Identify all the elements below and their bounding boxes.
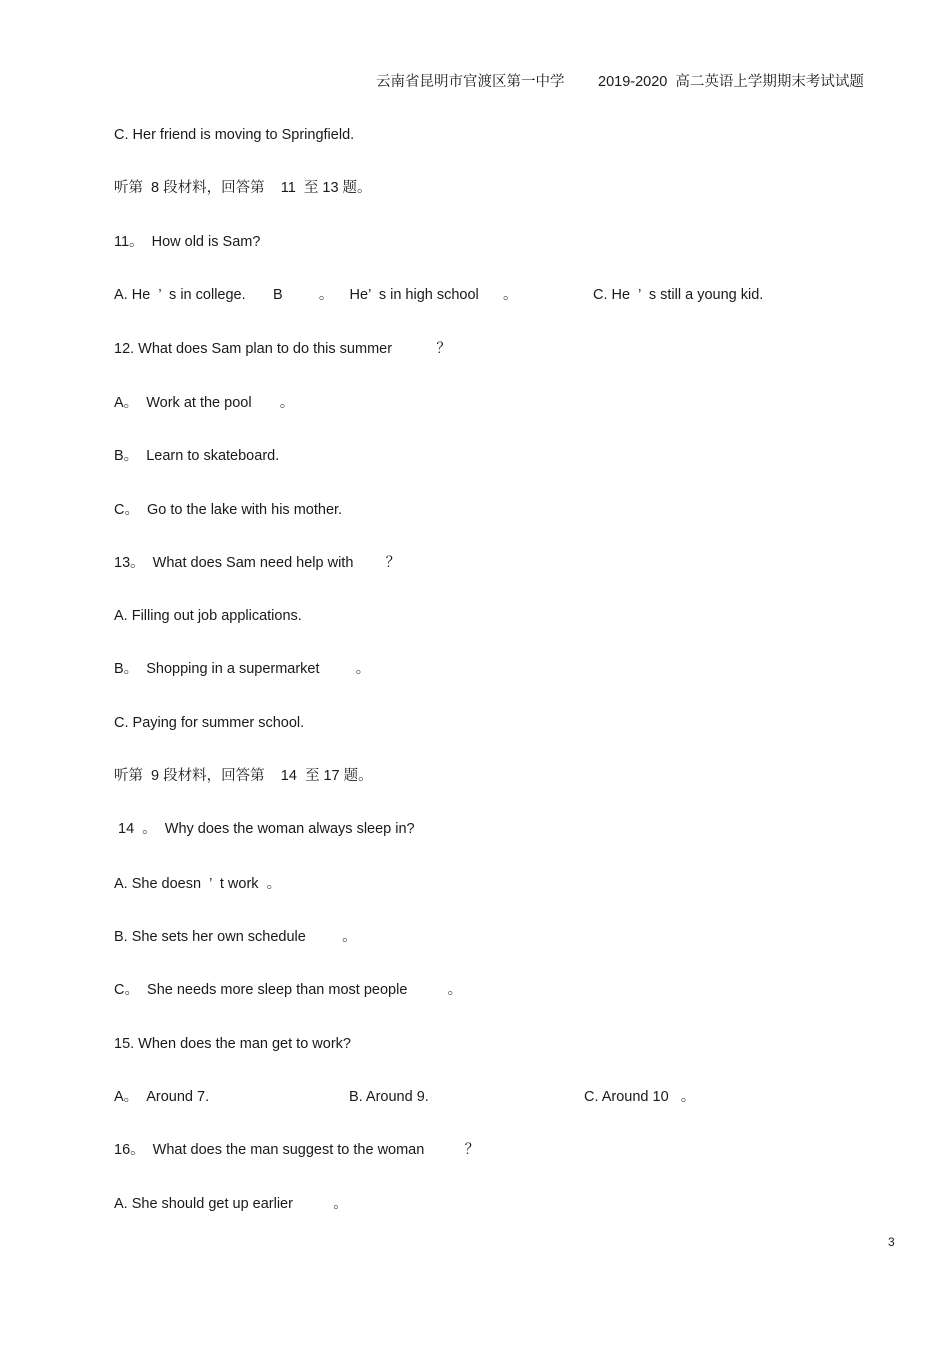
q15-option-b: B. Around 9.: [349, 1089, 429, 1105]
question-13: 13。 What does Sam need help with ？: [114, 555, 401, 571]
q11-option-a: A. He ’ s in college.: [114, 287, 246, 303]
question-15: 15. When does the man get to work?: [114, 1036, 351, 1052]
question-16: 16。 What does the man suggest to the woman ？: [114, 1142, 480, 1158]
q12-option-b: B。 Learn to skateboard.: [114, 448, 280, 464]
q16-option-a: A. She should get up earlier 。: [114, 1196, 348, 1212]
q14-option-b: B. She sets her own schedule 。: [114, 929, 357, 945]
page-number: 3: [888, 1235, 895, 1249]
q15-option-a: A。 Around 7.: [114, 1089, 210, 1105]
q12-option-a: A。 Work at the pool 。: [114, 395, 295, 411]
q11-option-c: C. He ’ s still a young kid.: [593, 287, 764, 303]
question-14: 14 。 Why does the woman always sleep in?: [114, 821, 415, 837]
header-title: 2019-2020 高二英语上学期期末考试试题: [598, 74, 864, 90]
q14-option-a: A. She doesn ’ t work 。: [114, 876, 282, 892]
q15-option-c: C. Around 10 。: [584, 1089, 696, 1105]
option-c-q10: C. Her friend is moving to Springfield.: [114, 127, 355, 143]
q13-option-c: C. Paying for summer school.: [114, 715, 305, 731]
section-instruction-9: 听第 9 段材料，回答第 14 至 17 题。: [114, 768, 373, 784]
question-11: 11。 How old is Sam?: [114, 234, 261, 250]
section-instruction-8: 听第 8 段材料，回答第 11 至 13 题。: [114, 180, 372, 196]
question-12: 12. What does Sam plan to do this summer ？: [114, 341, 451, 357]
q13-option-a: A. Filling out job applications.: [114, 608, 302, 624]
q12-option-c: C。 Go to the lake with his mother.: [114, 502, 343, 518]
q13-option-b: B。 Shopping in a supermarket 。: [114, 661, 371, 677]
q11-option-b: B 。 He’ s in high school 。: [273, 287, 518, 303]
header-text: 云南省昆明市官渡区第一中学: [376, 74, 565, 90]
q14-option-c: C。 She needs more sleep than most people 。: [114, 982, 463, 998]
